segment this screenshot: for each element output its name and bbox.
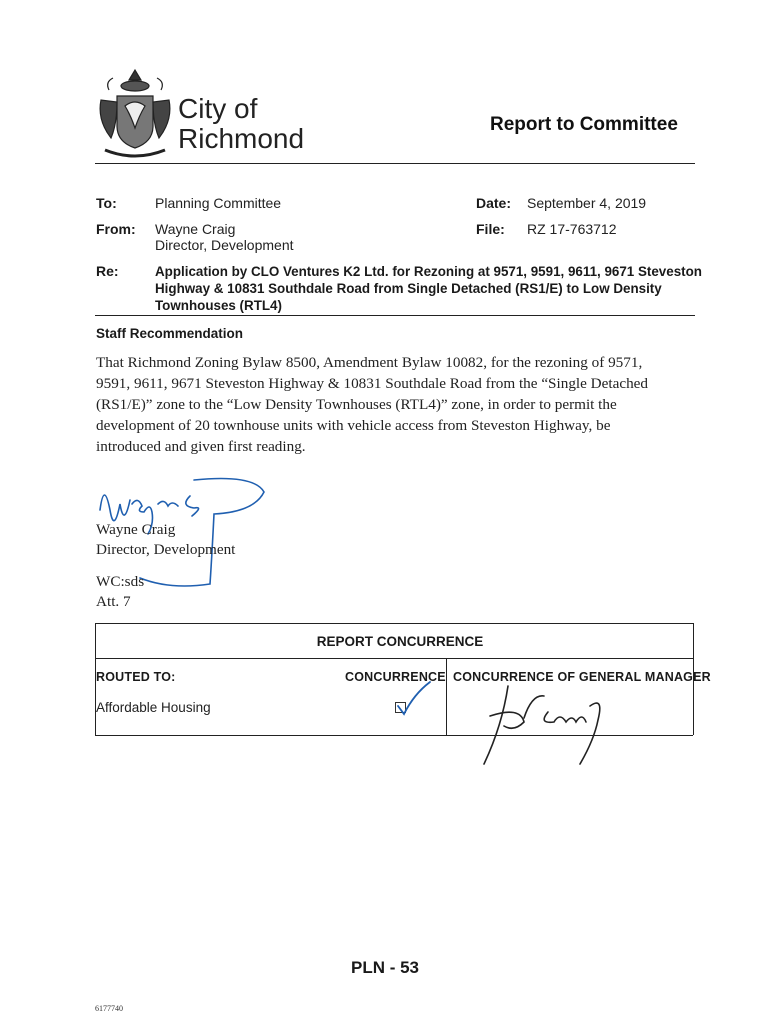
staff-recommendation-text: That Richmond Zoning Bylaw 8500, Amendment Bylaw 10082, for the rezoning of 9571, 9591, 9611, 9671 Steveston Highway & 10831 Southdale Road from the “Single Detached (RS1/E)” zone to the “Low Density Townhouses (RTL4)” zone, in order to permit the development of 20 townhouse units with vehicle access from Steveston Highway, be introduced and given first reading. bbox=[96, 354, 649, 455]
staff-recommendation-heading: Staff Recommendation bbox=[96, 326, 244, 341]
checkmark-icon bbox=[392, 680, 432, 720]
city-name-line1: City of bbox=[178, 93, 258, 124]
re-label: Re: bbox=[96, 263, 119, 279]
concurrence-title-divider bbox=[95, 658, 693, 659]
gm-concurrence-header: CONCURRENCE OF GENERAL MANAGER bbox=[453, 670, 711, 684]
to-value: Planning Committee bbox=[155, 195, 282, 211]
city-crest-logo bbox=[95, 66, 175, 162]
city-name bbox=[178, 94, 304, 154]
date-label: Date: bbox=[476, 195, 512, 211]
attachments-count: Att. 7 bbox=[96, 593, 131, 610]
signer-name: Wayne Craig bbox=[96, 521, 176, 538]
from-name: Wayne Craig bbox=[155, 221, 236, 237]
routed-to-header: ROUTED TO: bbox=[96, 670, 176, 684]
from-title: Director, Development bbox=[155, 237, 294, 253]
report-concurrence-title: REPORT CONCURRENCE bbox=[316, 634, 484, 649]
document-id: 6177740 bbox=[95, 1004, 123, 1013]
date-value: September 4, 2019 bbox=[527, 195, 647, 211]
to-label: To: bbox=[96, 195, 117, 211]
city-name-line2: Richmond bbox=[178, 123, 305, 154]
file-value: RZ 17-763712 bbox=[527, 221, 617, 237]
subject-divider bbox=[95, 315, 695, 316]
concurrence-column-divider bbox=[446, 658, 447, 735]
concurrence-table-top-border bbox=[95, 623, 693, 624]
page-number: PLN - 53 bbox=[350, 958, 420, 977]
concurrence-header: CONCURRENCE bbox=[345, 670, 446, 684]
report-title: Report to Committee bbox=[490, 114, 678, 135]
re-subject: Application by CLO Ventures K2 Ltd. for Rezoning at 9571, 9591, 9611, 9671 Steveston Highway & 10831 Southdale Road from Single Detached (RS1/E) to Low Density Townhouses (RTL4) bbox=[155, 264, 702, 313]
header-divider bbox=[95, 163, 695, 164]
author-initials: WC:sds bbox=[96, 573, 145, 590]
from-label: From: bbox=[96, 221, 136, 237]
file-label: File: bbox=[476, 221, 505, 237]
routed-department: Affordable Housing bbox=[96, 700, 211, 715]
general-manager-signature bbox=[478, 676, 648, 771]
signer-title: Director, Development bbox=[96, 541, 236, 558]
